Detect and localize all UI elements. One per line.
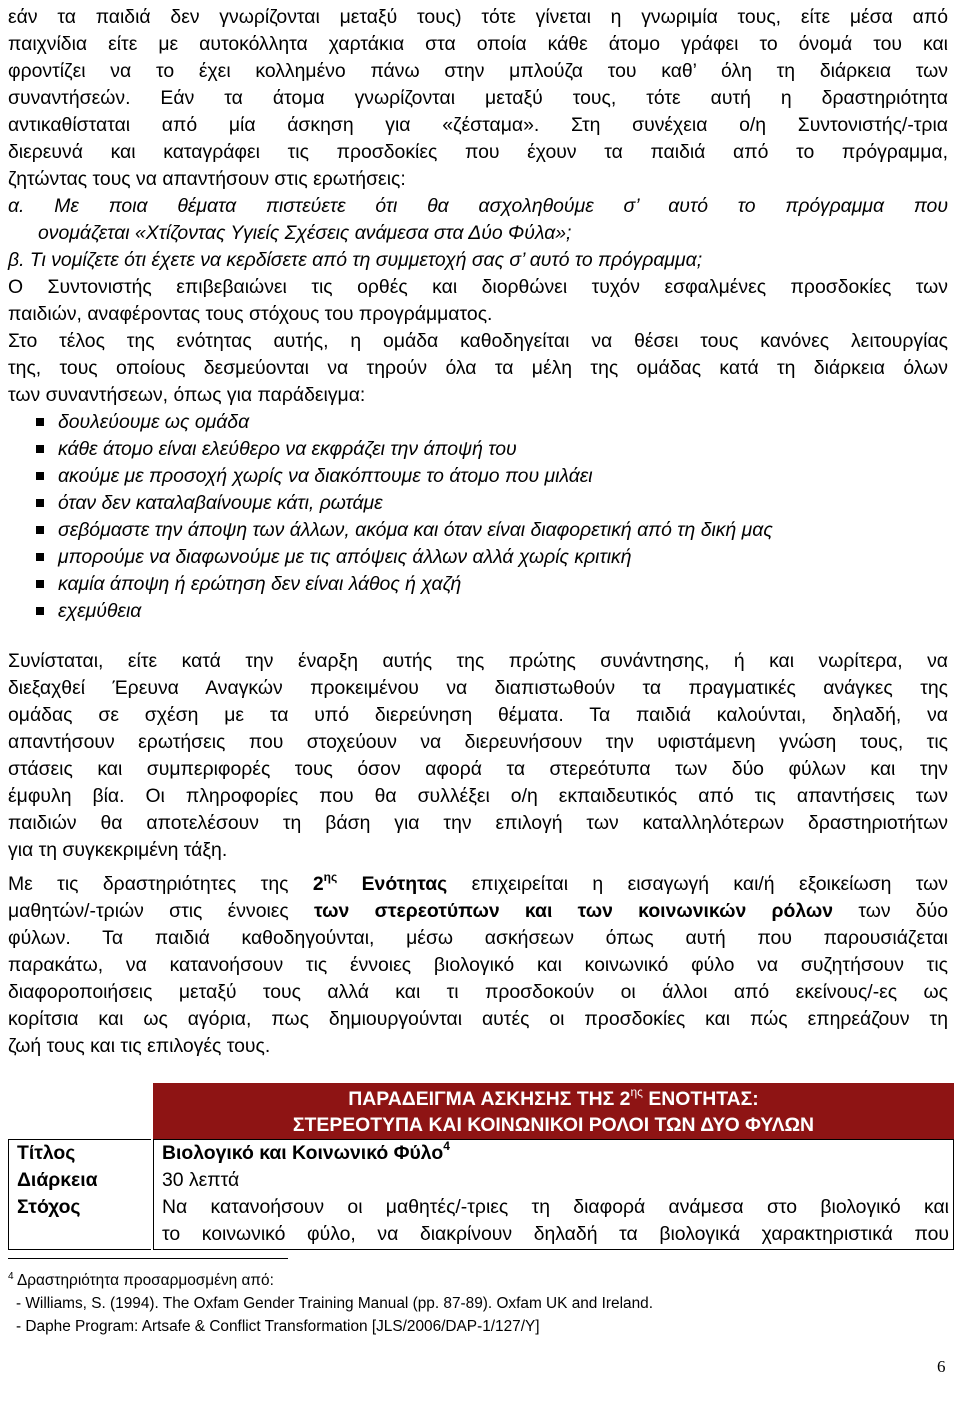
table-values — [153, 1139, 954, 1250]
rules-list — [8, 409, 948, 625]
paragraph-line: παιχνίδια είτε με αυτοκόλλητα χαρτάκια στα οποία κάθε άτομο γράφει το όνομά του και — [8, 33, 948, 55]
paragraph-line: της, τους οποίους δεσμεύονται να τηρούν όλα τα μέλη της ομάδας κατά τη διάρκεια όλων — [8, 357, 948, 379]
paragraph-line: συναντήσεών. Εάν τα άτομα γνωρίζονται μεταξύ τους, τότε αυτή η δραστηριότητα — [8, 87, 948, 109]
table-header — [8, 1083, 954, 1139]
text-run-bold: Βιολογικό και Κοινωνικό Φύλο — [162, 1142, 444, 1164]
paragraph-line: διερευνά και καταγράφει τις προσδοκίες που έχουν τα παιδιά από το πρόγραμμα, — [8, 141, 948, 163]
table-labels — [8, 1139, 151, 1250]
paragraph-line — [8, 871, 948, 898]
text-run: επιχειρείται η εισαγωγή και/ή εξοικείωση των — [447, 873, 948, 895]
superscript: ης — [323, 870, 338, 884]
table-header-line2: ΣΤΕΡΕΟΤΥΠΑ ΚΑΙ ΚΟΙΝΩΝΙΚΟΙ ΡΟΛΟΙ ΤΩΝ ΔΥΟ ΦΥΛΩΝ — [292, 1114, 815, 1136]
paragraph-line: φροντίζει να το έχει κολλημένο πάνω στην μπλούζα του καθ’ όλη τη διάρκεια των — [8, 60, 948, 82]
paragraph-line: παιδιών θα αποτελέσουν τη βάση για την επιλογή των καταλληλότερων δραστηριοτήτων — [8, 812, 948, 834]
paragraph-line: αντικαθίσταται από μία άσκηση για «ζέσταμα». Στη συνέχεια ο/η Συντονιστής/-τρια — [8, 114, 948, 136]
list-item: δουλεύουμε ως ομάδα — [36, 409, 948, 436]
question-a-continued: ονομάζεται «Χτίζοντας Υγιείς Σχέσεις ανάμεσα στα Δύο Φύλα»; — [38, 222, 572, 244]
paragraph-line — [8, 898, 948, 925]
paragraph-line: διαφοροποιήσεις μεταξύ τους αλλά και τι προσδοκούν οι άλλοι από εκείνους/-ες ως — [8, 981, 948, 1003]
text-run: μαθητών/-τριών στις έννοιες — [8, 900, 315, 922]
text-run-bold: 2 — [312, 873, 324, 895]
body-text-section2 — [8, 871, 948, 1060]
list-item: σεβόμαστε την άποψη των άλλων, ακόμα και όταν είναι διαφορετική από τη δική μας — [36, 517, 948, 544]
list-item: κάθε άτομο είναι ελεύθερο να εκφράζει την άποψή του — [36, 436, 948, 463]
list-item: ακούμε με προσοχή χωρίς να διακόπτουμε το άτομο που μιλάει — [36, 463, 948, 490]
text-run-bold: των στερεοτύπων και των κοινωνικών ρόλων — [314, 900, 834, 922]
text-run: ΕΝΟΤΗΤΑΣ: — [642, 1088, 759, 1110]
table-header-left — [8, 1083, 151, 1139]
goal-value-line1: Να κατανοήσουν οι μαθητές/-τριες τη διαφορά ανάμεσα στο βιολογικό και — [162, 1196, 949, 1218]
question-b: β. Τι νομίζετε ότι έχετε να κερδίσετε από τη συμμετοχή σας σ’ αυτό το πρόγραμμα; — [8, 249, 703, 271]
footnote — [8, 1269, 948, 1338]
footnote-reference-1: - Williams, S. (1994). The Oxfam Gender Training Manual (pp. 87-89). Oxfam UK and Ireland. — [16, 1295, 653, 1312]
list-item: μπορούμε να διαφωνούμε με τις απόψεις άλλων αλλά χωρίς κριτική — [36, 544, 948, 571]
footnote-mark: 4 — [8, 1271, 14, 1282]
goal-value-line2: το κοινωνικό φύλο, να διακρίνουν δηλαδή τα βιολογικά χαρακτηριστικά που — [162, 1223, 949, 1245]
paragraph-line: Συνίσταται, είτε κατά την έναρξη αυτής της πρώτης συνάντησης, ή και νωρίτερα, να — [8, 650, 948, 672]
table-header-line1 — [153, 1086, 954, 1112]
text-run: Δραστηριότητα προσαρμοσμένη από: — [13, 1272, 274, 1289]
spacer — [8, 625, 948, 648]
question-a: α. Με ποια θέματα πιστεύετε ότι θα ασχοληθούμε σ’ αυτό το πρόγραμμα που — [8, 195, 948, 217]
paragraph-line: Στο τέλος της ενότητας αυτής, η ομάδα καθοδηγείται να θέσει τους κανόνες λειτουργίας — [8, 330, 948, 352]
duration-value: 30 λεπτά — [162, 1169, 240, 1191]
list-item: όταν δεν καταλαβαίνουμε κάτι, ρωτάμε — [36, 490, 948, 517]
label-duration: Διάρκεια — [17, 1169, 98, 1191]
paragraph-line: των συναντήσεων, όπως για παράδειγμα: — [8, 384, 366, 406]
paragraph-line: έμφυλη βία. Οι πληροφορίες που θα συλλέξει ο/η εκπαιδευτικός από τις απαντήσεις των — [8, 785, 948, 807]
paragraph-line: φύλων. Τα παιδιά καθοδηγούνται, μέσω ασκήσεων όπως αυτή που παρουσιάζεται — [8, 927, 948, 949]
superscript: ης — [630, 1085, 643, 1099]
list-item: καμία άποψη ή ερώτηση δεν είναι λάθος ή χαζή — [36, 571, 948, 598]
paragraph-line: εάν τα παιδιά δεν γνωρίζονται μεταξύ τους) τότε γίνεται η γνωριμία τους, είτε μέσα από — [8, 6, 948, 28]
text-run: Με τις δραστηριότητες της — [8, 873, 313, 895]
label-title: Τίτλος — [17, 1142, 76, 1164]
paragraph-line: ομάδας σε σχέση με τα υπό διερεύνηση θέματα. Τα παιδιά καλούνται, δηλαδή, να — [8, 704, 948, 726]
body-text-top — [8, 4, 948, 864]
text-run: ΠΑΡΑΔΕΙΓΜΑ ΑΣΚΗΣΗΣ ΤΗΣ 2 — [348, 1088, 631, 1110]
label-goal: Στόχος — [17, 1196, 81, 1218]
table-header-title — [153, 1083, 954, 1139]
paragraph-line: παιδιών, αναφέροντας τους στόχους του προγράμματος. — [8, 303, 493, 325]
exercise-table — [8, 1083, 954, 1250]
footnote-reference-2: - Daphe Program: Artsafe & Conflict Transformation [JLS/2006/DAP-1/127/Y] — [16, 1318, 540, 1335]
title-value — [162, 1140, 949, 1167]
paragraph-line: παρακάτω, να κατανοήσουν τις έννοιες βιολογικό και κοινωνικό φύλο να συζητήσουν τις — [8, 954, 948, 976]
paragraph-line: κορίτσια και ως αγόρια, πως δημιουργούνται αυτές οι προσδοκίες και πώς επηρεάζουν τη — [8, 1008, 948, 1030]
footnote-intro — [8, 1269, 948, 1292]
paragraph-line: διεξαχθεί Έρευνα Αναγκών προκειμένου να διαπιστωθούν τα πραγματικές ανάγκες της — [8, 677, 948, 699]
text-run-bold: Ενότητας — [337, 873, 448, 895]
paragraph-line: ζωή τους και τις επιλογές τους. — [8, 1035, 271, 1057]
list-item: εχεμύθεια — [36, 598, 948, 625]
text-run: των δύο — [833, 900, 948, 922]
paragraph-line: στάσεις και συμπεριφορές τους όσον αφορά τα στερεότυπα των δύο φύλων και την — [8, 758, 948, 780]
paragraph-line: Ο Συντονιστής επιβεβαιώνει τις ορθές και διορθώνει τυχόν εσφαλμένες προσδοκίες των — [8, 276, 948, 298]
footnote-reference: 4 — [443, 1139, 450, 1153]
paragraph-line: για τη συγκεκριμένη τάξη. — [8, 839, 228, 861]
paragraph-line: απαντήσουν ερωτήσεις που στοχεύουν να διερευνήσουν την υφιστάμενη γνώση τους, τις — [8, 731, 948, 753]
page-number: 6 — [937, 1357, 946, 1376]
paragraph-line: ζητώντας τους να απαντήσουν στις ερωτήσεις: — [8, 168, 406, 190]
table-body — [8, 1139, 954, 1250]
footnote-separator — [8, 1258, 288, 1259]
